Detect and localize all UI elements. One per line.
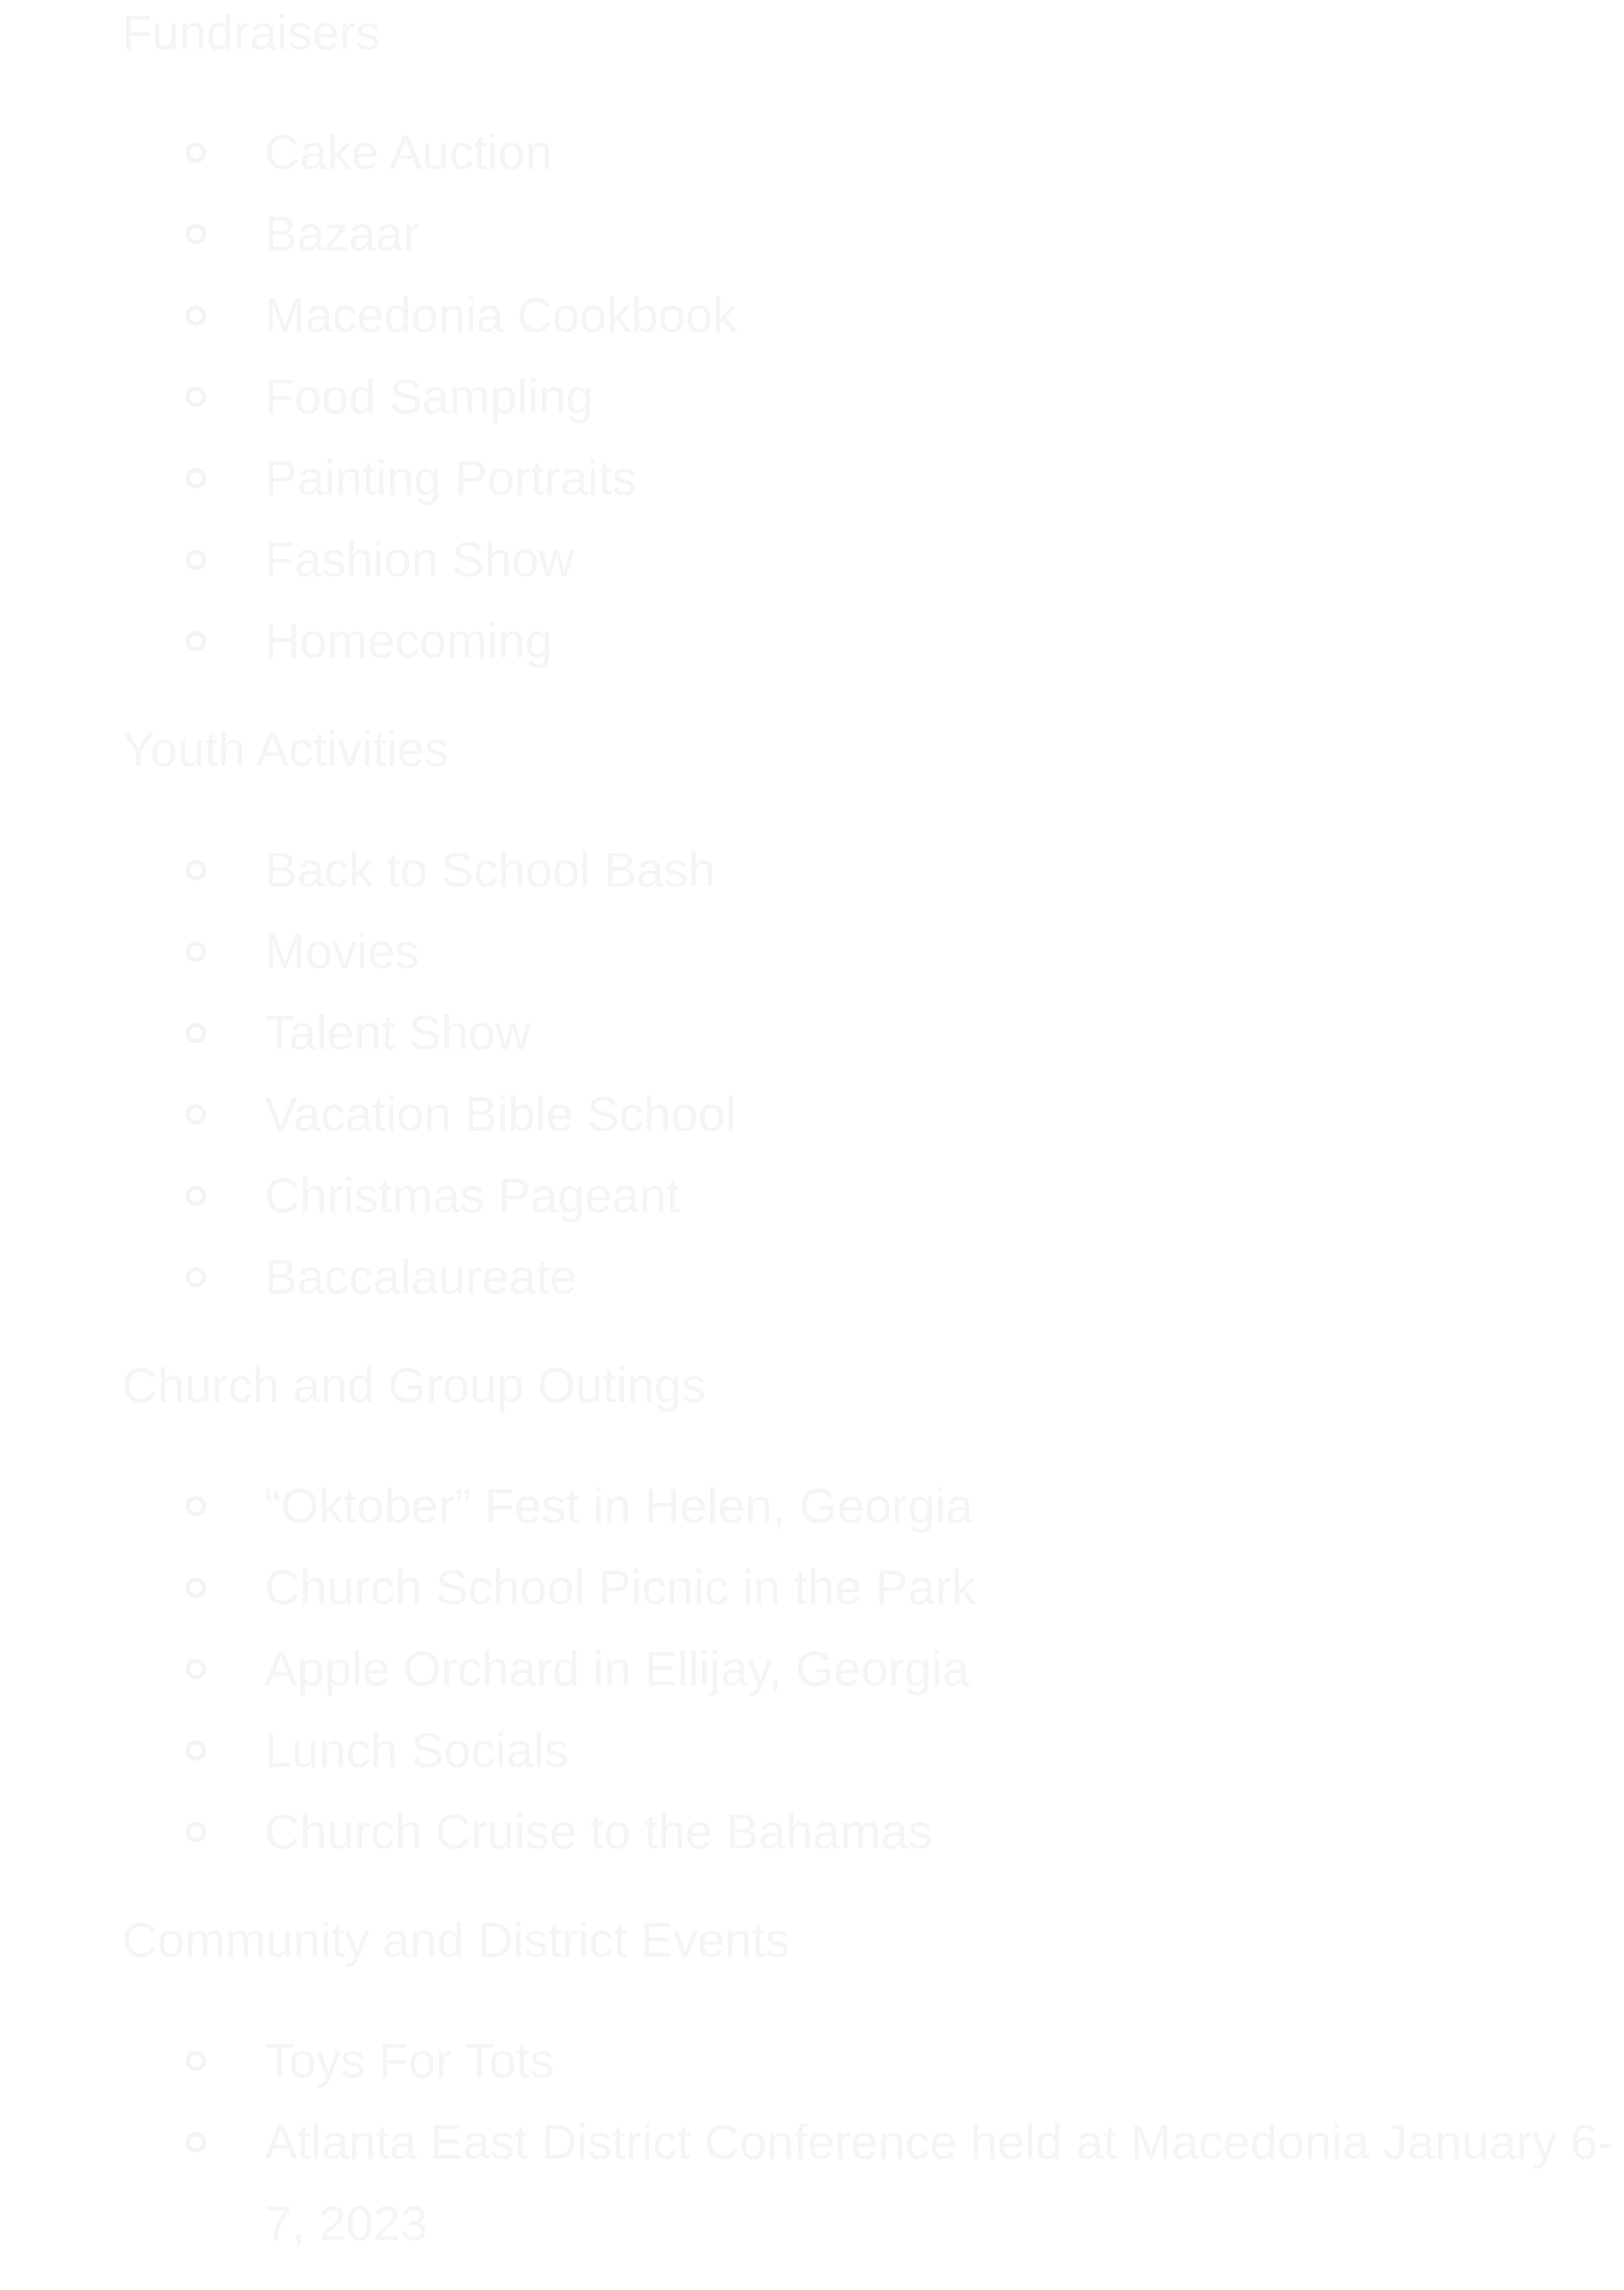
section-heading-youth-activities: Youth Activities	[122, 722, 449, 777]
bullet-icon	[186, 1023, 206, 1043]
list-item-label: Back to School Bash	[265, 843, 715, 897]
list-item-label: Church School Picnic in the Park	[265, 1560, 976, 1615]
list-item-label: “Oktober” Fest in Helen, Georgia	[265, 1479, 973, 1533]
list-item-label: Church Cruise to the Bahamas	[265, 1805, 933, 1859]
bullet-icon	[186, 550, 206, 570]
list-item-label: Baccalaureate	[265, 1250, 577, 1304]
bullet-icon	[186, 468, 206, 489]
list-item-label: Vacation Bible School	[265, 1087, 736, 1141]
bullet-icon	[186, 305, 206, 326]
list-item-label: Macedonia Cookbook	[265, 288, 737, 342]
section-heading-community-events: Community and District Events	[122, 1913, 790, 1967]
list-item-label: Lunch Socials	[265, 1723, 569, 1778]
bullet-icon	[186, 860, 206, 880]
bullet-icon	[186, 142, 206, 163]
bullet-icon	[186, 1740, 206, 1761]
bullet-icon	[186, 1578, 206, 1598]
list-item-label: Toys For Tots	[265, 2034, 555, 2088]
list-item-label: Apple Orchard in Ellijay, Georgia	[265, 1642, 970, 1696]
list-item-label: Bazaar	[265, 207, 420, 261]
list-item-label: Atlanta East District Conference held at Macedonia January 6-7, 2023	[265, 2115, 1614, 2251]
bullet-icon	[186, 1104, 206, 1125]
list-item-label: Painting Portraits	[265, 451, 637, 505]
list-item-label: Talent Show	[265, 1006, 531, 1060]
bullet-icon	[186, 387, 206, 407]
bullet-icon	[186, 1267, 206, 1287]
list-item-label: Food Sampling	[265, 369, 593, 424]
bullet-icon	[186, 224, 206, 244]
bullet-icon	[186, 1186, 206, 1206]
bullet-icon	[186, 1659, 206, 1679]
list-item-label: Christmas Pageant	[265, 1168, 680, 1223]
section-heading-church-outings: Church and Group Outings	[122, 1358, 706, 1413]
bullet-icon	[186, 1496, 206, 1516]
section-heading-fundraisers: Fundraisers	[122, 6, 380, 60]
bullet-icon	[186, 941, 206, 962]
bullet-icon	[186, 2051, 206, 2071]
list-item-label: Cake Auction	[265, 125, 553, 180]
bullet-icon	[186, 631, 206, 651]
list-item-label: Movies	[265, 924, 420, 979]
bullet-icon	[186, 2132, 206, 2153]
list-item-label: Fashion Show	[265, 532, 574, 587]
bullet-icon	[186, 1822, 206, 1842]
list-item-label: Homecoming	[265, 614, 553, 668]
